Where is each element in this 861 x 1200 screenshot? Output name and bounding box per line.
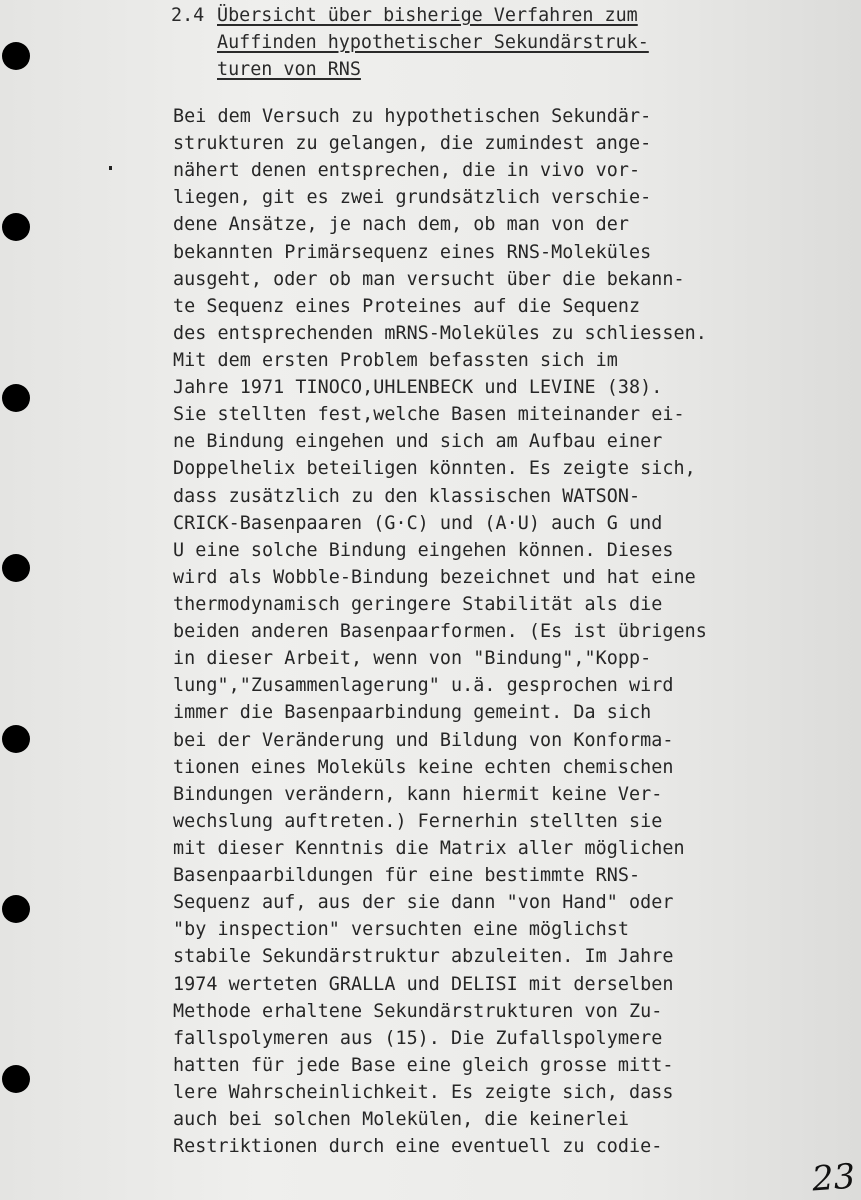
body-line: te Sequenz eines Proteines auf die Sequenz	[173, 295, 641, 317]
body-line: Restriktionen durch eine eventuell zu codie-	[173, 1136, 663, 1158]
punch-hole-2	[2, 213, 30, 241]
body-line: ne Bindung eingehen und sich am Aufbau einer	[173, 431, 663, 453]
body-line: beiden anderen Basenpaarformen. (Es ist übrigens	[173, 621, 707, 643]
body-line: bekannten Primärsequenz eines RNS-Moleküles	[173, 241, 652, 263]
body-line: thermodynamisch geringere Stabilität als die	[173, 593, 663, 615]
body-line: dene Ansätze, je nach dem, ob man von der	[173, 214, 630, 236]
body-line: Mit dem ersten Problem befassten sich im	[173, 349, 618, 371]
heading-line-2: Auffinden hypothetischer Sekundärstruk-	[217, 32, 649, 54]
body-line: liegen, git es zwei grundsätzlich verschie-	[173, 187, 652, 209]
body-line: strukturen zu gelangen, die zumindest ange-	[173, 133, 652, 155]
body-line: mit dieser Kenntnis die Matrix aller möglichen	[173, 837, 685, 859]
punch-hole-1	[2, 42, 30, 70]
body-line: Doppelhelix beteiligen könnten. Es zeigte sich,	[173, 458, 696, 480]
punch-hole-6	[2, 895, 30, 923]
body-line: in dieser Arbeit, wenn von "Bindung","Kopp-	[173, 648, 652, 670]
punch-hole-3	[2, 384, 30, 412]
body-line: ausgeht, oder ob man versucht über die bekann-	[173, 268, 685, 290]
heading-line-3: turen von RNS	[217, 59, 361, 81]
body-line: Sequenz auf, aus der sie dann "von Hand" oder	[173, 892, 674, 914]
body-line: "by inspection" versuchten eine möglichst	[173, 919, 630, 941]
body-line: auch bei solchen Molekülen, die keinerlei	[173, 1109, 630, 1131]
stray-mark	[109, 166, 112, 170]
body-line: dass zusätzlich zu den klassischen WATSON-	[173, 485, 641, 507]
body-line: Jahre 1971 TINOCO,UHLENBECK und LEVINE (38).	[173, 377, 663, 399]
body-line: bei der Veränderung und Bildung von Konforma-	[173, 729, 674, 751]
body-line: tionen eines Moleküls keine echten chemischen	[173, 756, 674, 778]
heading-line-1: Übersicht über bisherige Verfahren zum	[217, 5, 638, 26]
body-line: stabile Sekundärstruktur abzuleiten. Im Jahre	[173, 946, 674, 968]
punch-hole-7	[2, 1065, 30, 1093]
body-line: U eine solche Bindung eingehen können. Dieses	[173, 539, 674, 561]
body-line: wird als Wobble-Bindung bezeichnet und hat eine	[173, 566, 696, 588]
body-line: lere Wahrscheinlichkeit. Es zeigte sich, dass	[173, 1081, 674, 1103]
body-line: lung","Zusammenlagerung" u.ä. gesprochen wird	[173, 675, 674, 697]
body-line: Bei dem Versuch zu hypothetischen Sekundär-	[173, 106, 652, 127]
body-line: wechslung auftreten.) Fernerhin stellten sie	[173, 810, 663, 832]
body-line: fallspolymeren aus (15). Die Zufallspolymere	[173, 1027, 663, 1049]
body-line: 1974 werteten GRALLA und DELISI mit derselben	[173, 973, 674, 995]
body-line: immer die Basenpaarbindung gemeint. Da sich	[173, 702, 652, 724]
body-text	[173, 103, 707, 1160]
section-number: 2.4	[171, 5, 205, 26]
body-line: des entsprechenden mRNS-Moleküles zu schliessen.	[173, 322, 707, 344]
body-line: nähert denen entsprechen, die in vivo vor-	[173, 160, 641, 182]
body-line: hatten für jede Base eine gleich grosse mitt-	[173, 1054, 674, 1076]
body-line: Bindungen verändern, kann hiermit keine Ver-	[173, 783, 663, 805]
body-line: CRICK-Basenpaaren (G·C) und (A·U) auch G und	[173, 512, 663, 534]
punch-hole-4	[2, 554, 30, 582]
body-line: Methode erhaltene Sekundärstrukturen von Zu-	[173, 1000, 663, 1022]
body-line: Basenpaarbildungen für eine bestimmte RNS-	[173, 865, 641, 887]
body-line: Sie stellten fest,welche Basen miteinander ei-	[173, 404, 685, 426]
punch-hole-5	[2, 725, 30, 753]
handwritten-page-number: 23	[810, 1156, 857, 1200]
section-heading	[171, 2, 649, 83]
